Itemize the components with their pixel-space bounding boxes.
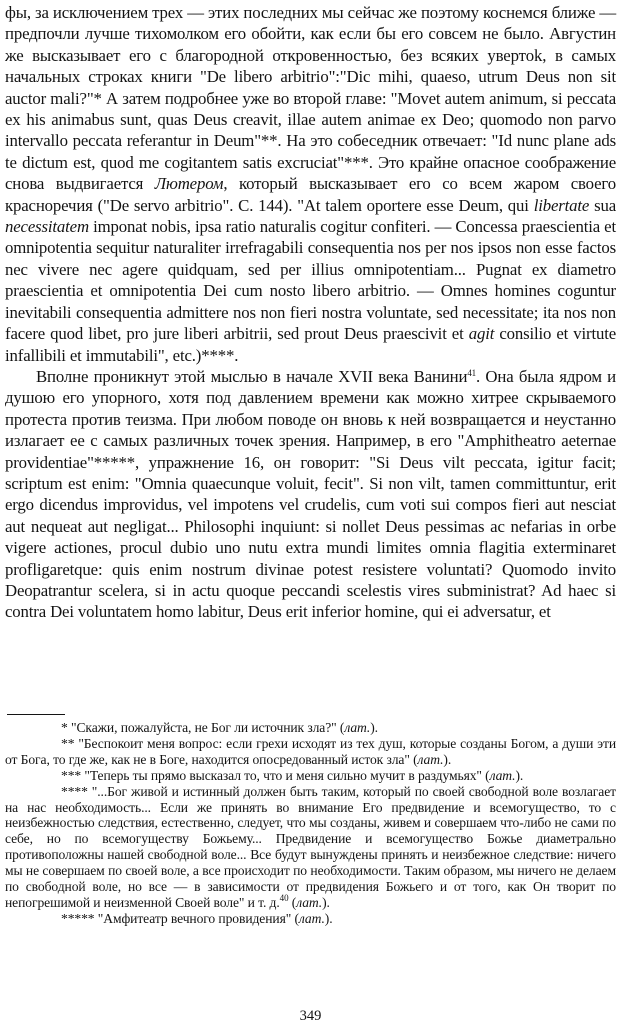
footnote-3: [5, 768, 616, 784]
page-number: 349: [299, 1008, 322, 1024]
footnote-4-tail: (: [288, 894, 297, 910]
footnote-5-text: ***** "Амфитеатр вечного провидения" (: [61, 910, 299, 926]
endnote-ref-41: 41: [467, 367, 477, 378]
paragraph-1-text-b: , который высказывает его со всем жаром своего красноречия ("De servo arbitrio". С. 144). "At talem oportere esse Deum, qui: [5, 174, 616, 215]
italic-necessitatem: necessitatem: [5, 217, 89, 237]
paragraph-1-text-a: фы, за исключением трех — этих последних мы сейчас же поэтому коснемся ближе — предпочли лучше тихомолком его обойти, как если бы его совсем не было. Августин же высказывает его с благородной откровенностью, без всяких увертok, в самых начальных строках книги "De libero arbitrio":"Dic mihi, quaeso, utrum Deus non sit auctor mali?"* А затем подробнее уже во второй главе: "Movet autem animum, si peccata ex his animabus sunt, quas Deus creavit, illae autem animae ex Deo; quomodo non parvo intervallo peccata referantur in Deum"**. На это собеседник отвечает: "Id nunc plane ads te dictum est, quod me cogitantem satis excruciat"***. Это крайне опасное соображение снова выдвигается: [5, 3, 616, 194]
footnote-5-lang: лат.: [298, 910, 325, 926]
footnote-4-lang: лат.: [296, 894, 323, 910]
footnote-3-lang: лат.: [489, 767, 516, 783]
paragraph-1-text-c: sua: [589, 195, 616, 215]
footnote-2-text: ** "Беспокоит меня вопрос: если грехи исходят из тех душ, которые созданы Богом, а души эти от Бога, то где же, как не в Боге, находится опосредованный исток зла" (: [5, 735, 616, 767]
paragraph-2-text-a: Вполне проникнут этой мыслью в начале XVII века Ванини: [36, 366, 468, 386]
footnote-5: [5, 911, 616, 927]
footnote-4-end: ).: [322, 894, 330, 910]
footnotes: [5, 720, 616, 927]
paragraph-2-text-b: . Она была ядром и душою его упорного, хотя под давлением времени как можно хитрее скрываемого протеста против теизма. При любом поводе он вновь к ней возвращается и неустанно излагает ее с самых различных точек зрения. Например, в его "Amphitheatro aeternae providentiae"*****, упражнение 16, он говорит: "Si Deus vilt peccata, igitur facit; scriptum est enim: "Omnia quaecunque voluit, fecit". Si non vilt, tamen committuntur, erit ergo dicendus improvidus, vel impotens vel crudelis, cum voti sui compos fieri aut nesciat aut nequeat aut negligat... Philosophi inquiunt: si nollet Deus pessimas ac nefarias in orbe vigere actiones, procul dubio uno nutu extra mundi limites omnia flagitia exterminaret profligaretque: quis enim nostrum divinae potest resistere voluntati? Quomodo invito Deopatrantur scelera, si in actu quoque peccandi scelestis vires subministrat? Ad haec si contra Dei voluntatem homo labitur, Deus erit inferior homine, qui ei adversatur, et: [5, 366, 617, 622]
italic-luther: Лютером: [154, 174, 224, 194]
footnote-2: [5, 736, 616, 768]
italic-libertate: libertate: [533, 195, 590, 215]
paragraph-1-text-e: consilio et virtute infallibili et immutabili", etc.)****.: [5, 324, 617, 365]
footnote-1-text: * "Скажи, пожалуйста, не Бог ли источник зла?" (: [61, 720, 345, 735]
footnote-2-lang: лат.: [417, 751, 444, 767]
paragraph-2: [5, 366, 616, 623]
footnote-3-end: ).: [515, 767, 524, 783]
footnote-2-end: ).: [443, 751, 452, 767]
italic-agit: agit: [468, 324, 495, 344]
endnote-ref-40: 40: [279, 892, 289, 903]
footnote-1-lang: лат.: [344, 720, 371, 735]
footnote-5-end: ).: [324, 910, 333, 926]
footnote-divider: [7, 714, 65, 715]
main-text: [5, 2, 616, 623]
footnote-1: [5, 720, 616, 736]
paragraph-1-text-d: imponat nobis, ipsa ratio naturalis cogitur confiteri. — Concessa praescientia et omnipotentia sequitur naturaliter irrefragabili consequentia nos per nos ipsos non esse factos nec vivere nec agere quidquam, sed per illius omnipotentiam... Pugnat ex diametro praescientia et omnipotentia Dei cum nosto libero arbitrio. — Omnes homines coguntur inevitabili consequentia admittere nos non fieri nostra voluntate, sed necessitate; ita nos non facere quod libet, pro jure liberi arbitrii, sed prout Deus praescivit et: [5, 217, 616, 344]
footnote-4-text: **** "...Бог живой и истинный должен быть таким, который по своей свободной воле возлагает на нас необходимость... Если же принять во внимание Его предвидение и всемогущество, то с неизбежностью следствия, естественно, следует, что мы созданы, живем и совершаем что-либо не сами по себе, но по всемогуществу Божьему... Предвидение и всемогущество Божье диаметрально противоположны нашей свободной воле... Все будут вынуждены принять и неизбежное следствие: ничего мы не совершаем по своей воле, а все происходит по необходимости. Таким образом, мы ничего не делаем по свободной воле, но все — в зависимости от предвидения Божьего и от того, как Он творит по непогрешимой и неизменной Своей воле" и т. д.: [5, 783, 616, 910]
footnote-1-end: ).: [370, 720, 378, 735]
footnote-4: [5, 784, 616, 911]
footnote-3-text: *** "Теперь ты прямо высказал то, что и меня сильно мучит в раздумьях" (: [61, 767, 490, 783]
paragraph-1: [5, 2, 616, 366]
book-page: [5, 0, 616, 1030]
